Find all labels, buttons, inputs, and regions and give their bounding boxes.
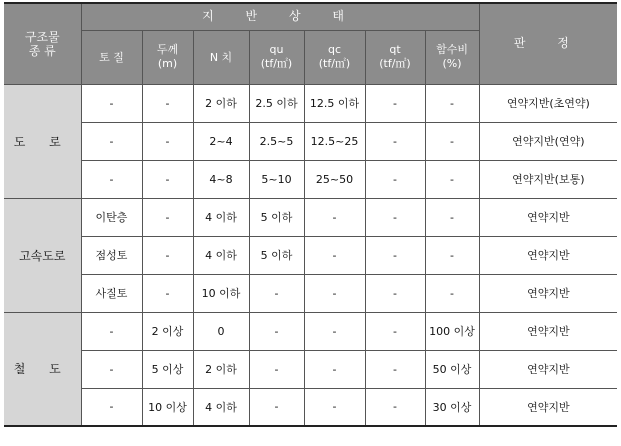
qc-cell: - — [304, 236, 365, 274]
judgment-cell: 연약지반 — [479, 350, 617, 388]
thickness-cell: - — [142, 84, 193, 122]
n-value-cell: 2 이하 — [193, 84, 249, 122]
qc-header — [304, 30, 365, 84]
qt-header-line1: qt — [389, 43, 401, 56]
qu-header-line2: (tf/㎡) — [260, 57, 293, 70]
n-value-cell: 2~4 — [193, 122, 249, 160]
n-value-header: N 치 — [193, 30, 249, 84]
thickness-cell: - — [142, 160, 193, 198]
judgment-cell: 연약지반 — [479, 388, 617, 426]
table-row — [4, 160, 617, 198]
structure-type-header-line2: 종 류 — [28, 43, 56, 58]
water-content-cell: - — [425, 198, 479, 236]
soft-ground-criteria-table — [4, 2, 617, 427]
qc-header-line1: qc — [327, 43, 342, 56]
qc-cell: - — [304, 350, 365, 388]
thickness-header-line1: 두께 — [156, 43, 179, 56]
judgment-cell: 연약지반 — [479, 312, 617, 350]
qt-cell: - — [365, 236, 425, 274]
qt-cell: - — [365, 198, 425, 236]
soil-type-cell: - — [81, 388, 142, 426]
water-content-cell: 50 이상 — [425, 350, 479, 388]
judgment-cell: 연약지반 — [479, 274, 617, 312]
thickness-header — [142, 30, 193, 84]
qt-cell: - — [365, 160, 425, 198]
soil-type-header: 토 질 — [81, 30, 142, 84]
n-value-cell: 10 이하 — [193, 274, 249, 312]
qu-header — [249, 30, 304, 84]
judgment-cell: 연약지반(초연약) — [479, 84, 617, 122]
soil-type-cell: - — [81, 312, 142, 350]
judgment-cell: 연약지반 — [479, 198, 617, 236]
structure-category-cell: 고속도로 — [4, 198, 81, 312]
water-content-cell: 100 이상 — [425, 312, 479, 350]
thickness-cell: 10 이상 — [142, 388, 193, 426]
qt-cell: - — [365, 312, 425, 350]
water-content-header — [425, 30, 479, 84]
qc-cell: 12.5 이하 — [304, 84, 365, 122]
n-value-cell: 4 이하 — [193, 388, 249, 426]
soil-type-cell: - — [81, 160, 142, 198]
qu-cell: 5~10 — [249, 160, 304, 198]
water-content-cell: - — [425, 274, 479, 312]
judgment-cell: 연약지반(연약) — [479, 122, 617, 160]
qt-cell: - — [365, 84, 425, 122]
n-value-cell: 4~8 — [193, 160, 249, 198]
table-row — [4, 312, 617, 350]
qc-cell: - — [304, 274, 365, 312]
n-value-cell: 4 이하 — [193, 198, 249, 236]
soil-type-cell: - — [81, 350, 142, 388]
qu-cell: - — [249, 312, 304, 350]
n-value-cell: 0 — [193, 312, 249, 350]
qt-header-line2: (tf/㎡) — [379, 57, 411, 70]
qu-cell: - — [249, 350, 304, 388]
qu-cell: 2.5~5 — [249, 122, 304, 160]
qt-cell: - — [365, 388, 425, 426]
judgment-cell: 연약지반 — [479, 236, 617, 274]
thickness-cell: - — [142, 236, 193, 274]
qu-cell: - — [249, 274, 304, 312]
qc-cell: - — [304, 198, 365, 236]
qc-cell: 12.5~25 — [304, 122, 365, 160]
structure-type-header-line1: 구조물 — [24, 29, 60, 44]
water-content-cell: - — [425, 122, 479, 160]
table-row — [4, 198, 617, 236]
thickness-cell: - — [142, 274, 193, 312]
thickness-cell: - — [142, 198, 193, 236]
qc-cell: - — [304, 312, 365, 350]
qu-header-line1: qu — [269, 43, 284, 56]
soil-type-cell: 사질토 — [81, 274, 142, 312]
ground-condition-header: 지 반 상 태 — [81, 3, 479, 30]
qc-header-line2: (tf/㎡) — [318, 57, 351, 70]
water-content-cell: - — [425, 160, 479, 198]
table-row — [4, 122, 617, 160]
structure-category-cell: 도 로 — [4, 84, 81, 198]
qc-cell: 25~50 — [304, 160, 365, 198]
water-content-cell: 30 이상 — [425, 388, 479, 426]
judgment-header: 판 정 — [479, 3, 617, 84]
n-value-cell: 4 이하 — [193, 236, 249, 274]
qc-cell: - — [304, 388, 365, 426]
table-row — [4, 350, 617, 388]
table-row — [4, 84, 617, 122]
water-content-cell: - — [425, 84, 479, 122]
qt-cell: - — [365, 350, 425, 388]
qt-cell: - — [365, 274, 425, 312]
soil-type-cell: - — [81, 84, 142, 122]
qu-cell: 5 이하 — [249, 236, 304, 274]
thickness-cell: - — [142, 122, 193, 160]
n-value-cell: 2 이하 — [193, 350, 249, 388]
table-row — [4, 236, 617, 274]
structure-type-header — [4, 3, 81, 84]
soil-type-cell: - — [81, 122, 142, 160]
qu-cell: - — [249, 388, 304, 426]
judgment-cell: 연약지반(보통) — [479, 160, 617, 198]
thickness-header-line2: (m) — [157, 57, 178, 70]
water-content-header-line2: (%) — [442, 57, 462, 70]
structure-category-cell: 철 도 — [4, 312, 81, 426]
water-content-cell: - — [425, 236, 479, 274]
table-body — [4, 84, 617, 426]
thickness-cell: 5 이상 — [142, 350, 193, 388]
water-content-header-line1: 함수비 — [436, 43, 468, 56]
table-row — [4, 274, 617, 312]
qu-cell: 5 이하 — [249, 198, 304, 236]
thickness-cell: 2 이상 — [142, 312, 193, 350]
qt-cell: - — [365, 122, 425, 160]
qt-header — [365, 30, 425, 84]
soil-type-cell: 점성토 — [81, 236, 142, 274]
table-row — [4, 388, 617, 426]
soil-type-cell: 이탄층 — [81, 198, 142, 236]
qu-cell: 2.5 이하 — [249, 84, 304, 122]
